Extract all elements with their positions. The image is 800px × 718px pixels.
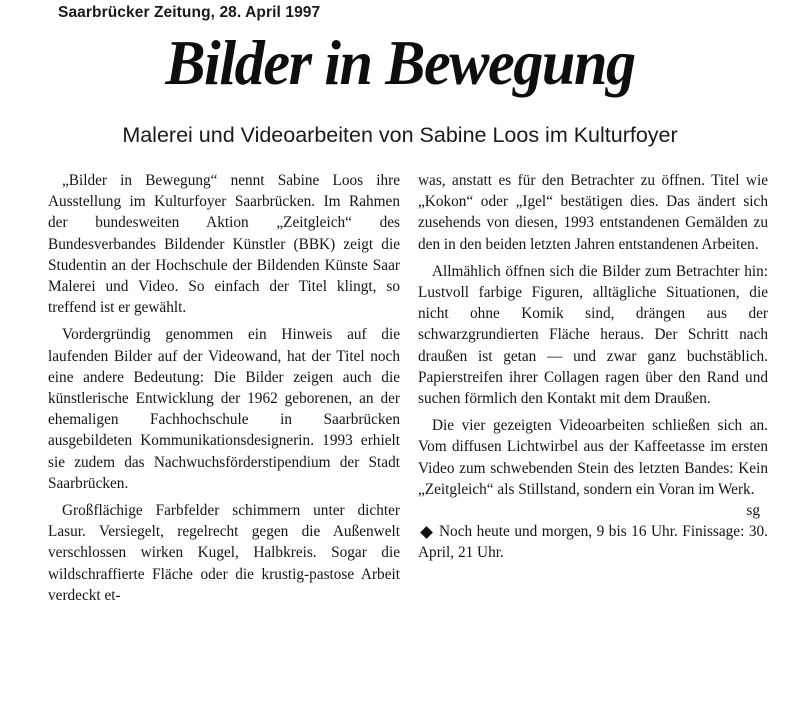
subheadline: Malerei und Videoarbeiten von Sabine Loos im Kulturfoyer	[122, 123, 678, 147]
paragraph: Allmählich öffnen sich die Bilder zum Betrachter hin: Lustvoll farbige Figuren, alltägliche Situationen, die nicht ohne Komik sind, drängen aus der schwarzgrundierten Fläche heraus. Der Schritt nach draußen ist getan — und zwar ganz buchstäblich. Papierstreifen ihrer Collagen ragen über den Rand und suchen förmlich den Kontakt mit dem Draußen.	[418, 262, 768, 408]
paragraph: Großflächige Farbfelder schimmern unter dichter Lasur. Versiegelt, regelrecht gegen die Außenwelt verschlossen wirken Kugel, Halbkreis. Sogar die wildschraffierte Fläche oder die krustig-pastose Arbeit verdeckt et-	[48, 502, 400, 604]
source-line: Saarbrücker Zeitung, 28. April 1997	[58, 4, 321, 21]
paragraph: was, anstatt es für den Betrachter zu öffnen. Titel wie „Kokon“ oder „Igel“ bestätigen dies. Das ändert sich zusehends von diesen, 1993 entstandenen Gemälden zu den in den beiden letzten Jahren entstandenen Arbeiten.	[418, 172, 768, 253]
event-notice	[418, 521, 768, 563]
article-column-left	[48, 170, 400, 612]
event-notice-text: Noch heute und morgen, 9 bis 16 Uhr. Finissage: 30. April, 21 Uhr.	[418, 523, 768, 562]
diamond-bullet-icon	[420, 526, 433, 539]
column-divider	[408, 178, 409, 618]
paragraph	[418, 415, 768, 521]
paragraph: „Bilder in Bewegung“ nennt Sabine Loos ihre Ausstellung im Kulturfoyer Saarbrücken. Im Rahmen der bundesweiten Aktion „Zeitgleich“ des Bundesverbandes Bildender Künstler (BBK) zeigt die Studentin an der Hochschule der Bildenden Künste Saar Malerei und Video. So einfach der Titel klingt, so treffend ist er gewählt.	[48, 172, 400, 317]
author-signature: sg	[746, 502, 760, 520]
paragraph-text: Die vier gezeigten Videoarbeiten schließen sich an. Vom diffusen Lichtwirbel aus der Kaffeetasse im ersten Video zum schwebenden Stein des letzten Bandes: Kein „Zeitgleich“ als Stillstand, sondern ein Voran im Werk.	[418, 417, 768, 498]
headline: Bilder in Bewegung	[165, 27, 635, 98]
paragraph: Vordergründig genommen ein Hinweis auf die laufenden Bilder auf der Videowand, hat der Titel noch eine andere Bedeutung: Die Bilder zeigen auch die künstlerische Entwicklung der 1962 geborenen, an der ehemaligen Fachhochschule in Saarbrücken ausgebildeten Kommunikationsdesignerin. 1993 erhielt sie zudem das Nachwuchsförderstipendium der Stadt Saarbrücken.	[48, 326, 400, 492]
article-column-right	[418, 170, 768, 570]
